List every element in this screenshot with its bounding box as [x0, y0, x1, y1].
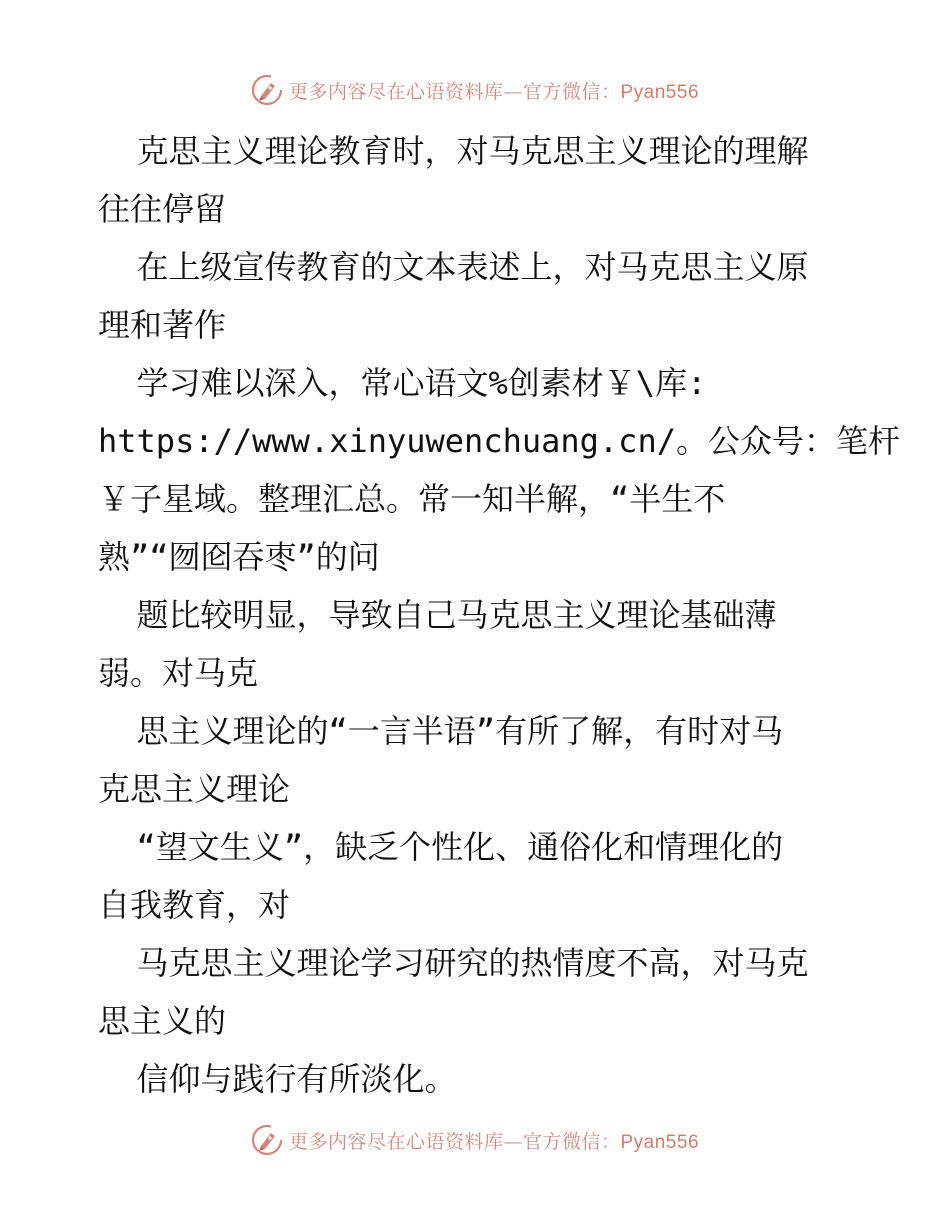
text-line: https://www.xinyuwenchuang.cn/。公众号：笔杆	[98, 422, 900, 460]
text-line: 信仰与践行有所淡化。	[98, 1060, 457, 1098]
pen-nib-logo-icon	[251, 74, 283, 106]
text-line: “望文生义”，缺乏个性化、通俗化和情理化的	[98, 828, 784, 866]
banner-content	[251, 74, 699, 106]
text-line: 思主义的	[98, 1002, 227, 1040]
text-line: 克思主义理论	[98, 770, 291, 808]
text-line: 往往停留	[98, 190, 227, 228]
banner-text	[289, 77, 699, 104]
footer-watermark-banner	[0, 1122, 950, 1158]
text-line: 在上级宣传教育的文本表述上，对马克思主义原	[98, 248, 809, 286]
text-line: 克思主义理论教育时，对马克思主义理论的理解	[98, 132, 809, 170]
banner-separator: —	[503, 1130, 523, 1153]
text-line: 题比较明显，导致自己马克思主义理论基础薄	[98, 596, 777, 634]
text-line: 弱。对马克	[98, 654, 259, 692]
banner-wechat-label: 官方微信：	[522, 1130, 621, 1153]
banner-text	[289, 1127, 699, 1154]
text-line: 学习难以深入，常心语文%创素材￥\库:	[98, 364, 707, 402]
text-line: ￥子星域。整理汇总。常一知半解，“半生不	[98, 480, 726, 518]
header-watermark-banner	[0, 72, 950, 108]
banner-wechat-id: Pyan556	[620, 81, 700, 103]
banner-separator: —	[503, 80, 523, 103]
banner-title: 更多内容尽在心语资料库	[288, 1130, 504, 1153]
banner-title: 更多内容尽在心语资料库	[288, 80, 504, 103]
banner-wechat-id: Pyan556	[620, 1131, 700, 1153]
document-body	[98, 122, 900, 1108]
pen-nib-logo-icon	[251, 1124, 283, 1156]
text-line: 自我教育，对	[98, 886, 291, 924]
banner-content	[251, 1124, 699, 1156]
banner-wechat-label: 官方微信：	[522, 80, 621, 103]
text-line: 理和著作	[98, 306, 227, 344]
text-line: 思主义理论的“一言半语”有所了解，有时对马	[98, 712, 784, 750]
text-line: 马克思主义理论学习研究的热情度不高，对马克	[98, 944, 809, 982]
text-line: 熟”“囫囵吞枣”的问	[98, 538, 380, 576]
